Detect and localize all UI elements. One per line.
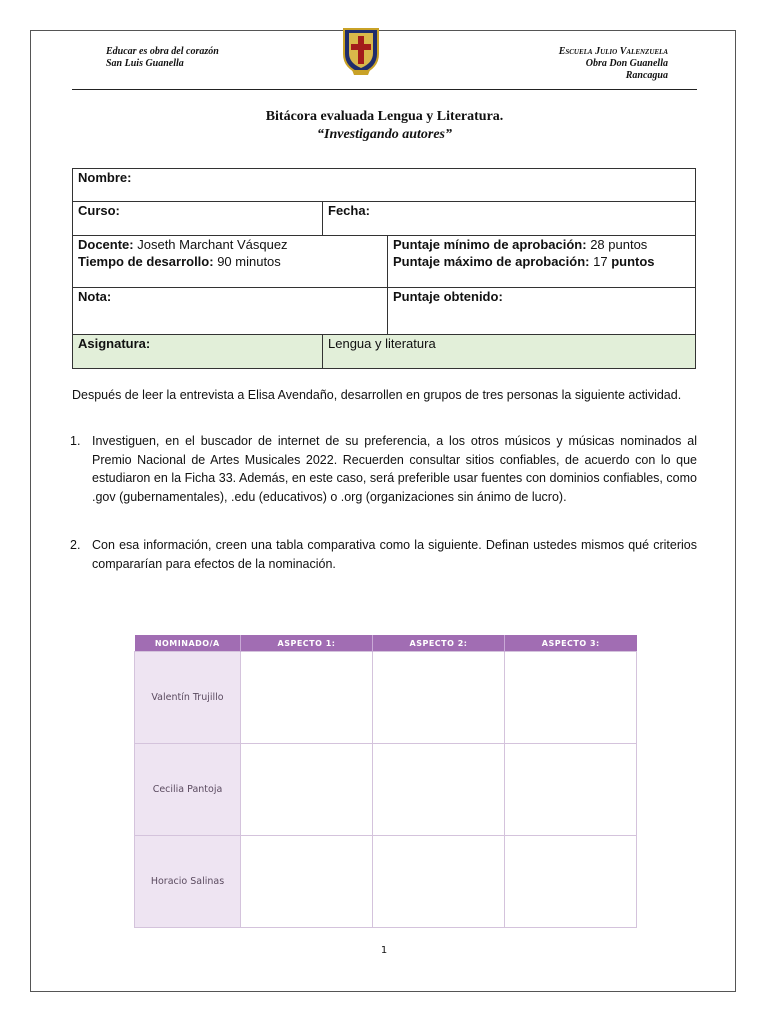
aspect-cell[interactable] xyxy=(505,652,637,744)
header-school xyxy=(559,46,668,82)
puntaje-maximo-value: 17 xyxy=(589,254,612,269)
puntaje-obtenido-cell[interactable] xyxy=(388,287,696,334)
asignatura-label: Asignatura: xyxy=(78,335,151,351)
puntaje-obtenido-label: Puntaje obtenido: xyxy=(393,288,503,304)
table-row xyxy=(135,744,637,836)
school-name: Escuela Julio Valenzuela xyxy=(558,46,668,57)
nota-label: Nota: xyxy=(78,288,112,304)
nominee-name: Valentín Trujillo xyxy=(135,652,241,744)
tiempo-value: 90 minutos xyxy=(213,254,281,269)
aspect-cell[interactable] xyxy=(505,744,637,836)
item-number: 2. xyxy=(70,538,81,552)
puntaje-maximo-unit: puntos xyxy=(611,254,655,269)
aspect-cell[interactable] xyxy=(373,744,505,836)
school-city: Rancagua xyxy=(625,70,668,81)
puntaje-maximo-label: Puntaje máximo de aprobación: xyxy=(393,254,590,269)
column-header: NOMINADO/A xyxy=(135,635,241,652)
motto-author: San Luis Guanella xyxy=(106,58,184,69)
curso-label: Curso: xyxy=(78,203,120,218)
nombre-cell[interactable] xyxy=(73,169,696,202)
fecha-label: Fecha: xyxy=(328,203,370,218)
header-divider xyxy=(72,89,697,90)
aspect-cell[interactable] xyxy=(241,836,373,928)
docente-value: Joseth Marchant Vásquez xyxy=(133,237,288,252)
page-number: 1 xyxy=(380,945,388,956)
document-title xyxy=(72,108,697,144)
intro-paragraph: Después de leer la entrevista a Elisa Avendaño, desarrollen en grupos de tres personas la siguiente actividad. xyxy=(72,388,682,402)
title-line-1: Bitácora evaluada Lengua y Literatura. xyxy=(265,109,504,124)
curso-cell[interactable] xyxy=(73,202,323,236)
school-work: Obra Don Guanella xyxy=(585,58,668,69)
table-row xyxy=(135,652,637,744)
asignatura-value: Lengua y literatura xyxy=(328,335,436,351)
docente-label: Docente: xyxy=(78,237,134,252)
instruction-item: Investiguen, en el buscador de internet de su preferencia, a los otros músicos y músicas nominados al Premio Nacional de Artes Musicales 2022. Recuerden consultar sitios confiables, de acuerdo con lo que estudiaron en la Ficha 33. Además, en este caso, será preferible usar fuentes con dominios confiables, como .gov (gubernamentales), .edu (educativos) o .org (organizaciones sin ánimo de lucro). xyxy=(92,434,697,504)
header-motto xyxy=(106,46,219,70)
aspect-cell[interactable] xyxy=(373,652,505,744)
tiempo-cell xyxy=(73,253,388,287)
aspect-cell[interactable] xyxy=(241,744,373,836)
puntaje-minimo-label: Puntaje mínimo de aprobación: xyxy=(393,237,587,252)
nominee-name: Horacio Salinas xyxy=(135,836,241,928)
column-header: ASPECTO 2: xyxy=(373,635,505,652)
nombre-label: Nombre: xyxy=(78,170,132,185)
puntaje-minimo-cell xyxy=(388,236,696,254)
docente-cell xyxy=(73,236,388,254)
nominees-comparison-table xyxy=(134,635,636,928)
puntaje-maximo-cell xyxy=(388,253,696,287)
table-row xyxy=(135,836,637,928)
asignatura-label-cell xyxy=(73,334,323,368)
tiempo-label: Tiempo de desarrollo: xyxy=(78,254,214,269)
aspect-cell[interactable] xyxy=(505,836,637,928)
nominee-name: Cecilia Pantoja xyxy=(135,744,241,836)
student-info-table xyxy=(72,168,695,369)
column-header: ASPECTO 1: xyxy=(241,635,373,652)
fecha-cell[interactable] xyxy=(323,202,696,236)
item-number: 1. xyxy=(70,434,81,448)
puntaje-minimo-value: 28 puntos xyxy=(586,237,648,252)
column-header: ASPECTO 3: xyxy=(505,635,637,652)
asignatura-value-cell xyxy=(323,334,696,368)
aspect-cell[interactable] xyxy=(241,652,373,744)
aspect-cell[interactable] xyxy=(373,836,505,928)
nota-cell[interactable] xyxy=(73,287,388,334)
motto-line: Educar es obra del corazón xyxy=(106,46,219,57)
instruction-item: Con esa información, creen una tabla comparativa como la siguiente. Definan ustedes mismos qué criterios compararían para efectos de la nominación. xyxy=(92,538,697,571)
school-crest-icon xyxy=(341,26,381,76)
title-line-2: “Investigando autores” xyxy=(317,127,452,142)
